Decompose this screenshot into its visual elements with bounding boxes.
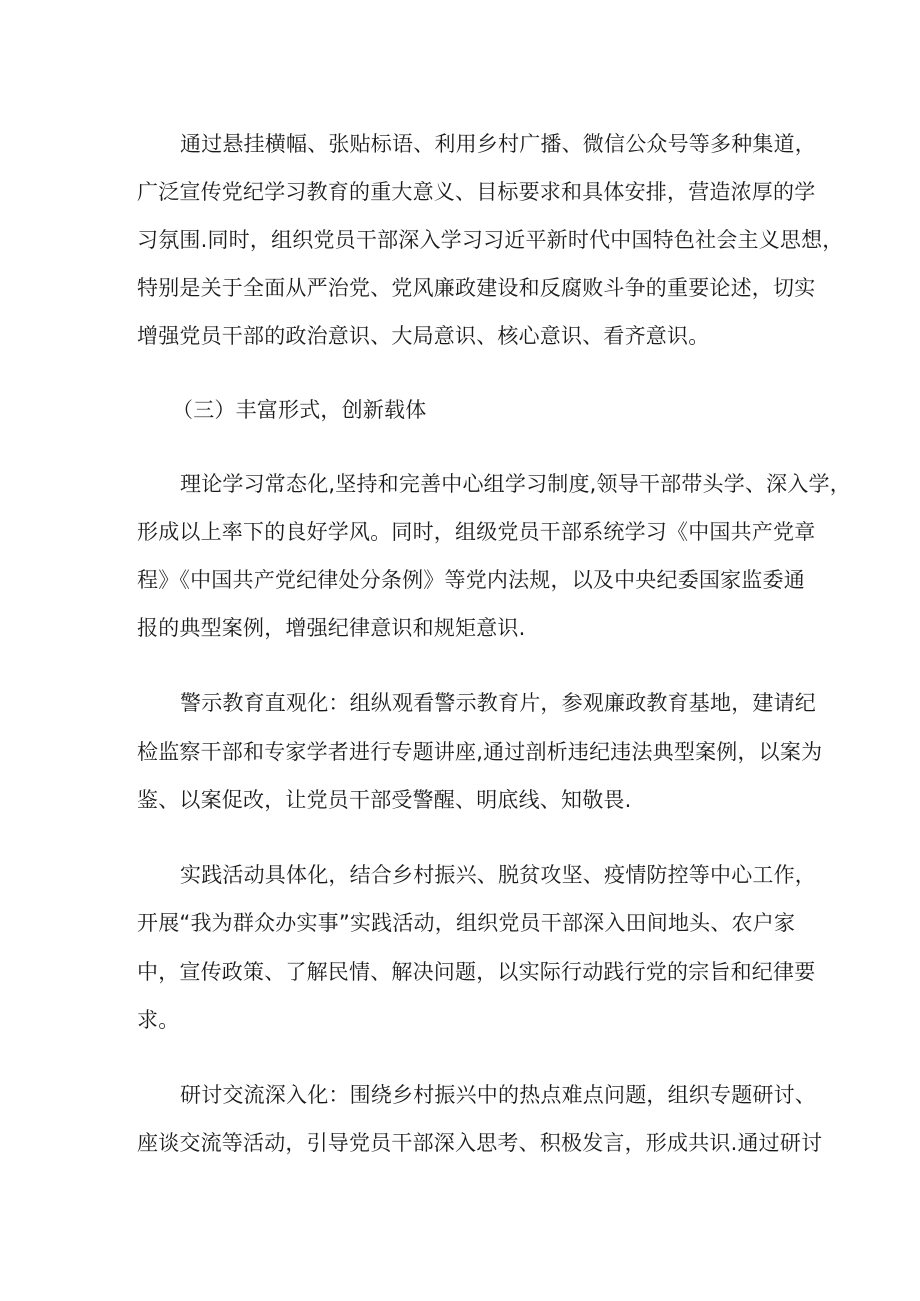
text-line: 检监察干部和专家学者进行专题讲座,通过剖析违纪违法典型案例，以案为 (137, 740, 823, 764)
text-line: 鉴、以案促改，让党员干部受警醒、明底线、知敬畏. (137, 788, 632, 812)
text-line: 中，宣传政策、了解民情、解决问题，以实际行动践行党的宗旨和纪律要 (137, 960, 816, 984)
text-line: 研讨交流深入化：围绕乡村振兴中的热点难点问题，组织专题研讨、 (180, 1083, 816, 1107)
text-line: 通过悬挂横幅、张贴标语、利用乡村广播、微信公众号等多种集道， (180, 132, 816, 156)
text-line: 习氛围.同时，组织党员干部深入学习习近平新时代中国特色社会主义思想， (137, 228, 844, 252)
section-heading: （三）丰富形式，创新载体 (172, 398, 427, 422)
text-line: 增强党员干部的政治意识、大局意识、核心意识、看齐意识。 (137, 324, 710, 348)
text-line: 开展“我为群众办实事”实践活动，组织党员干部深入田间地头、农户家 (137, 911, 796, 935)
text-line: 程》《中国共产党纪律处分条例》等党内法规，以及中央纪委国家监委通 (137, 568, 805, 592)
text-line: 报的典型案例，增强纪律意识和规矩意识. (137, 616, 526, 640)
text-line: 座谈交流等活动，引导党员干部深入思考、积极发言，形成共识.通过研讨 (137, 1131, 823, 1155)
text-line: 实践活动具体化，结合乡村振兴、脱贫攻坚、疫情防控等中心工作， (180, 863, 816, 887)
text-line: 形成以上率下的良好学风。同时，组级党员干部系统学习《中国共产党章 (137, 520, 816, 544)
text-line: 求。 (137, 1008, 180, 1032)
text-line: 理论学习常态化,坚持和完善中心组学习制度,领导干部带头学、深入学， (180, 472, 851, 496)
text-line: 广泛宣传党纪学习教育的重大意义、目标要求和具体安排，营造浓厚的学 (137, 180, 816, 204)
text-line: 特别是关于全面从严治党、党风廉政建设和反腐败斗争的重要论述，切实 (137, 276, 816, 300)
text-line: 警示教育直观化：组纵观看警示教育片，参观廉政教育基地，建请纪 (180, 691, 816, 715)
